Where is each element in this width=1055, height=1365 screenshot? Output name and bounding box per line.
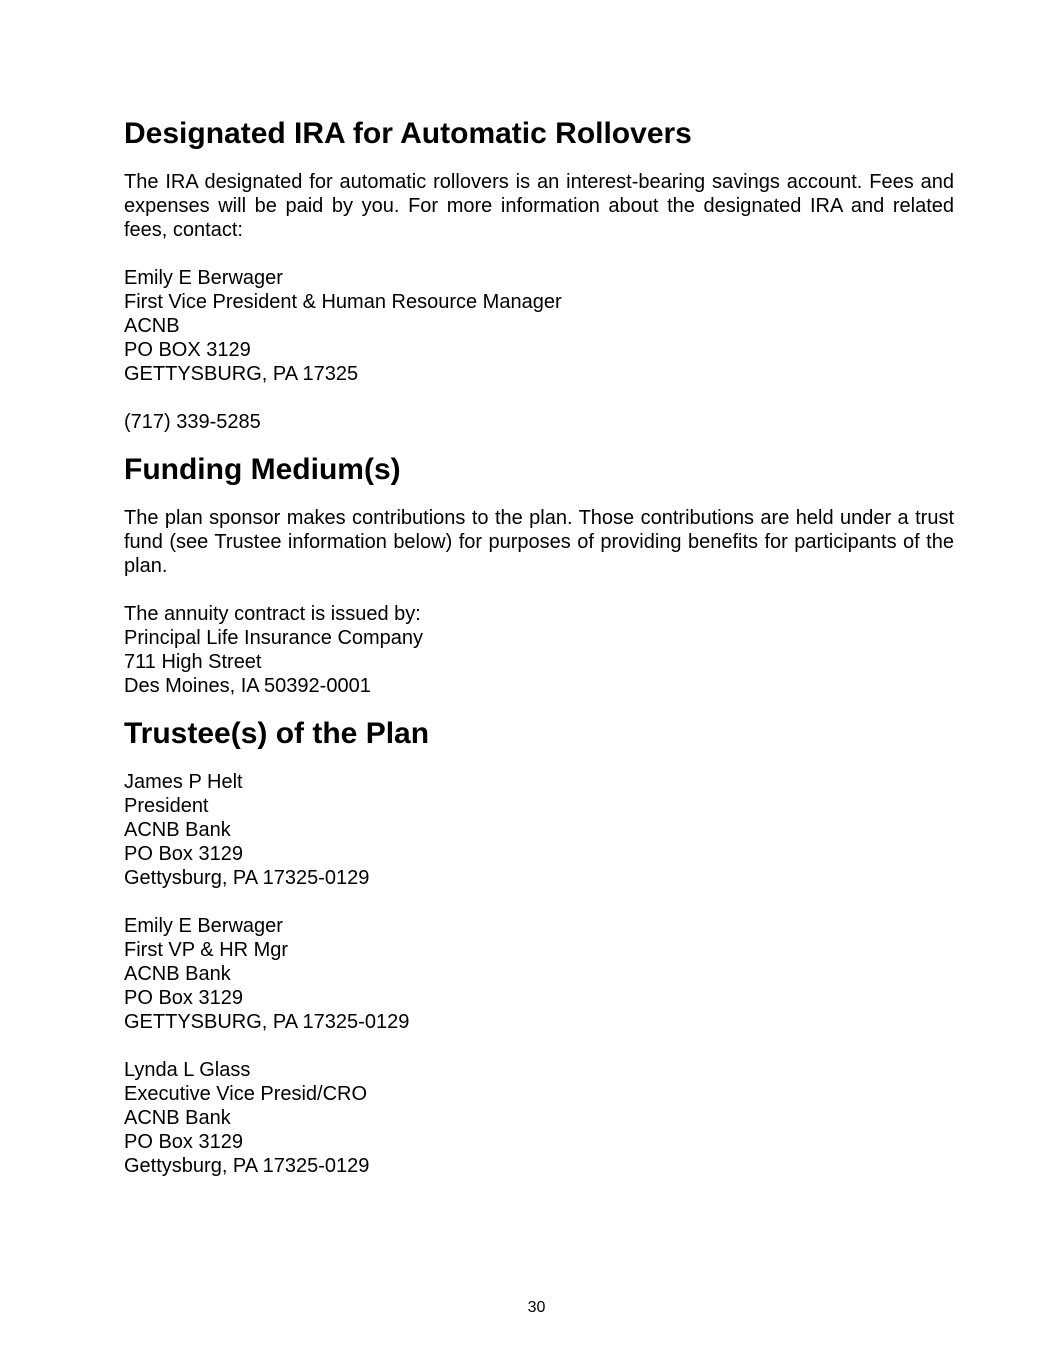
funding-section-paragraph: The plan sponsor makes contributions to the plan. Those contributions are held under a trust fund (see Trustee information below) for purposes of providing benefits for participants of the plan. (124, 507, 954, 577)
trustee-name: Lynda L Glass (124, 1059, 251, 1081)
trustee-city-state-zip: GETTYSBURG, PA 17325-0129 (124, 1011, 410, 1033)
funding-section-heading: Funding Medium(s) (124, 453, 401, 486)
trustee-city-state-zip: Gettysburg, PA 17325-0129 (124, 867, 370, 889)
spacer (124, 1034, 954, 1058)
trustees-section-heading: Trustee(s) of the Plan (124, 717, 430, 750)
spacer (124, 578, 954, 602)
trustee-title: President (124, 795, 209, 817)
trustee-address-block (124, 1058, 954, 1178)
ira-contact-phone: (717) 339-5285 (124, 411, 261, 433)
annuity-intro: The annuity contract is issued by: (124, 603, 421, 625)
ira-section-paragraph: The IRA designated for automatic rollovers is an interest-bearing savings account. Fees and expenses will be paid by you. For more information about the designated IRA and related fees, contact: (124, 171, 954, 241)
trustee-address-block (124, 770, 954, 890)
trustee-address-line: PO Box 3129 (124, 1131, 243, 1153)
trustee-organization: ACNB Bank (124, 1107, 231, 1129)
ira-contact-address (124, 266, 954, 386)
issuer-name: Principal Life Insurance Company (124, 627, 424, 649)
trustee-title: Executive Vice Presid/CRO (124, 1083, 368, 1105)
ira-section-heading: Designated IRA for Automatic Rollovers (124, 117, 692, 150)
trustee-address-line: PO Box 3129 (124, 987, 243, 1009)
trustee-title: First VP & HR Mgr (124, 939, 289, 961)
document-page (124, 117, 954, 1178)
trustee-name: James P Helt (124, 771, 243, 793)
trustee-address-line: PO Box 3129 (124, 843, 243, 865)
ira-contact-title: First Vice President & Human Resource Manager (124, 291, 562, 313)
annuity-issuer-address (124, 602, 954, 698)
trustee-address-block (124, 914, 954, 1034)
spacer (124, 890, 954, 914)
trustee-name: Emily E Berwager (124, 915, 283, 937)
ira-contact-address-line: PO BOX 3129 (124, 339, 251, 361)
trustee-organization: ACNB Bank (124, 819, 231, 841)
spacer (124, 386, 954, 410)
issuer-street: 711 High Street (124, 651, 262, 673)
trustee-city-state-zip: Gettysburg, PA 17325-0129 (124, 1155, 370, 1177)
ira-contact-organization: ACNB (124, 315, 180, 337)
ira-contact-city-state-zip: GETTYSBURG, PA 17325 (124, 363, 359, 385)
page-number: 30 (527, 1299, 546, 1316)
trustee-organization: ACNB Bank (124, 963, 231, 985)
spacer (124, 242, 954, 266)
ira-contact-name: Emily E Berwager (124, 267, 283, 289)
issuer-city-state-zip: Des Moines, IA 50392-0001 (124, 675, 371, 697)
